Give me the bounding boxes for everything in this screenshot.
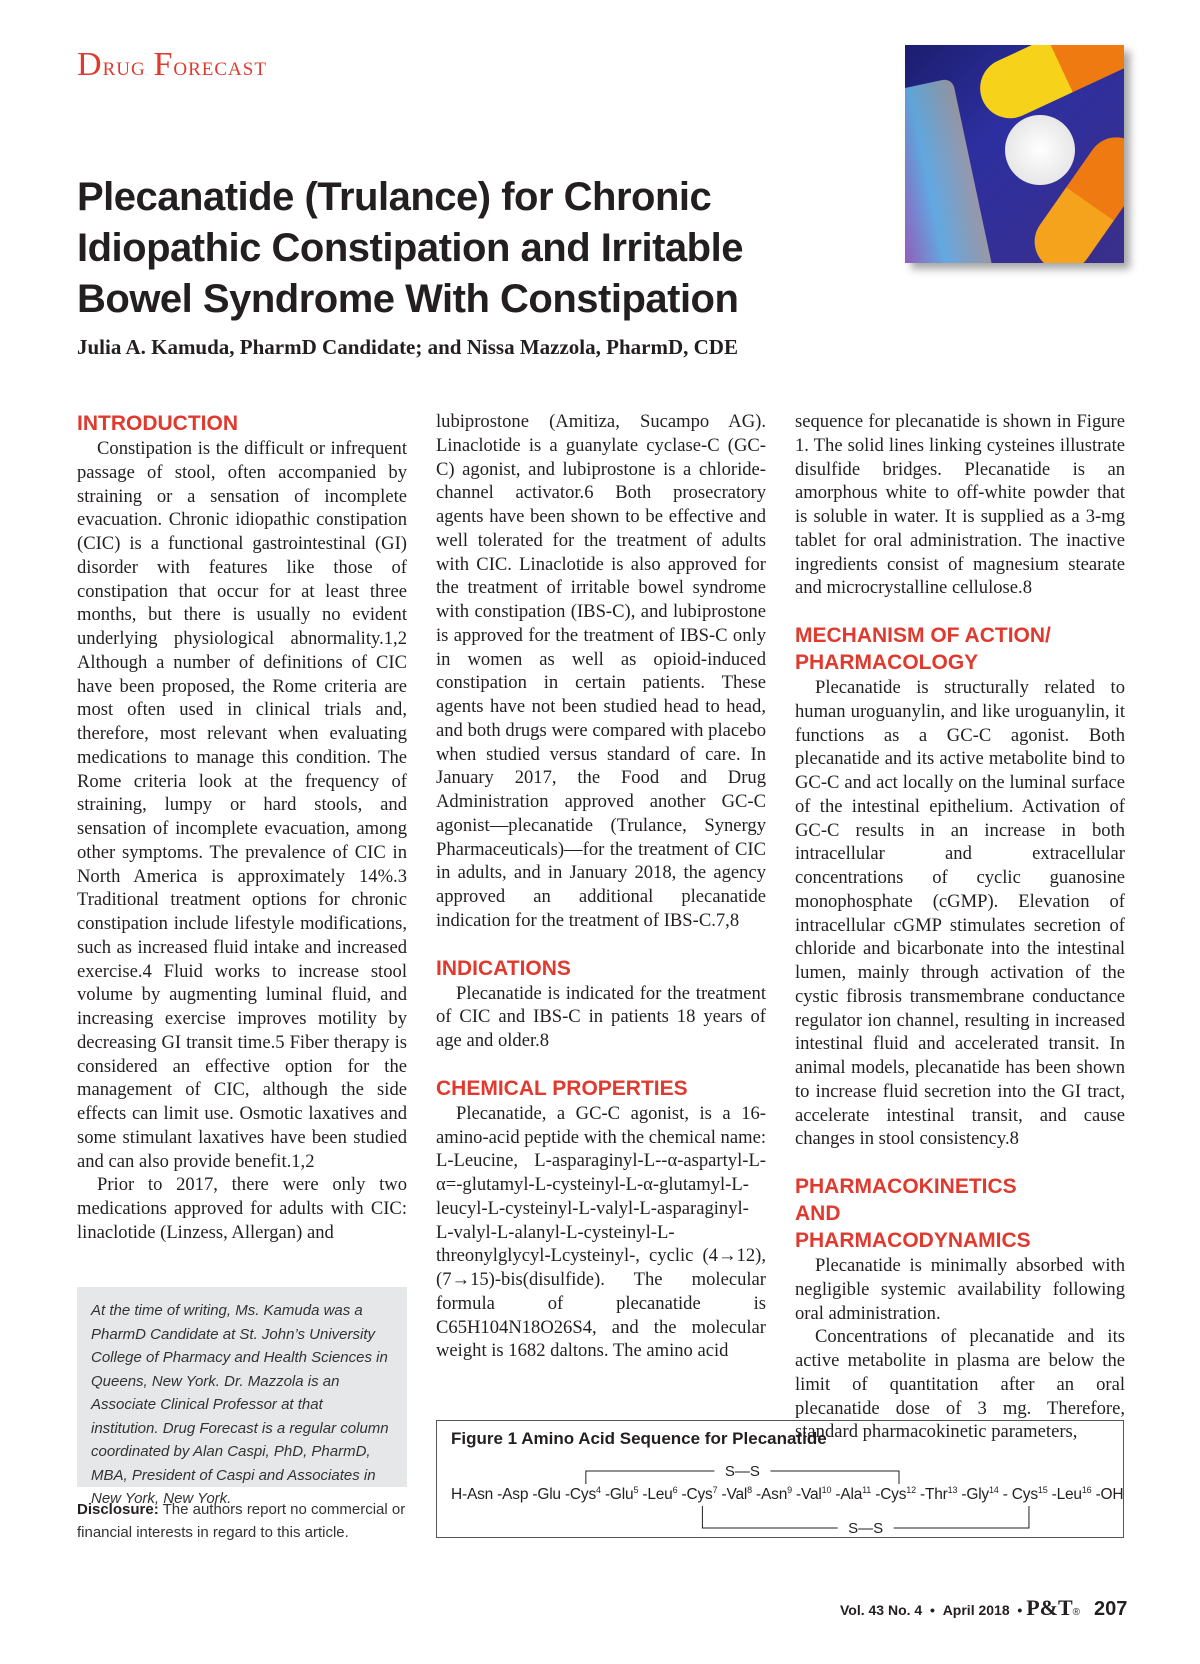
bond-label: S—S (848, 1520, 884, 1537)
pills-photo (905, 45, 1124, 263)
article-title: Plecanatide (Trulance) for Chronic Idiopathic Constipation and Irritable Bowel Syndrome With Constipation (77, 175, 743, 321)
residue: H-Asn (451, 1486, 494, 1504)
author-note: At the time of writing, Ms. Kamuda was a PharmD Candidate at St. John’s University College of Pharmacy and Health Sciences in Queens, New York. Dr. Mazzola is an Associate Clinical Professor at that institution. Drug Forecast is a regular column coordinated by Alan Caspi, PhD, PharmD, MBA, President of Caspi and Associates in New York, New York. (77, 1287, 407, 1487)
heading-chemical-properties: CHEMICAL PROPERTIES (436, 1076, 688, 1100)
page-footer: Vol. 43 No. 4 • April 2018 • P&T® 207 (840, 1595, 1128, 1620)
residue: -Glu$^5$ (600, 1485, 639, 1504)
department-heading: Drug Forecast (77, 46, 267, 83)
paragraph: Concentrations of plecanatide and its active metabolite in plasma are below the limit of quantitation after an oral plecanatide dose of 3 mg. Therefore, standard pharmacokinetic parameters, (795, 1326, 1125, 1443)
journal-logo: P&T (1026, 1595, 1073, 1620)
residue: -Asn$^9$ (751, 1485, 792, 1504)
heading-indications: INDICATIONS (436, 956, 571, 980)
residue: -Glu (528, 1486, 561, 1504)
residue: -Leu$^{16}$ (1047, 1485, 1092, 1504)
residue: -Ala$^{11}$ (831, 1485, 872, 1504)
disulfide-bonds (437, 1421, 1125, 1539)
residue: -Gly$^{14}$ (957, 1485, 999, 1504)
residue: -Val$^8$ (717, 1485, 752, 1504)
amino-acid-sequence (451, 1485, 1123, 1504)
paragraph: Plecanatide is structurally related to human uroguanylin, and like uroguanylin, it functions as a GC-C agonist. Both plecanatide and its active metabolite bind to GC-C and act locally on the luminal surface of the intestinal epithelium. Activation of GC-C results in an increase in both intracellular and extracellular concentrations of cyclic guanosine monophosphate (cGMP). Elevation of intracellular cGMP stimulates secretion of chloride and bicarbonate into the intestinal lumen, mainly through activation of the cystic fibrosis transmembrane conductance regulator ion channel, resulting in increased intestinal fluid and accelerated transit. In animal models, plecanatide has been shown to increase fluid secretion into the GI tract, accelerate intestinal transit, and cause changes in stool consistency.8 (795, 677, 1125, 1150)
heading-pharmacokinetics: PHARMACOKINETICS AND PHARMACODYNAMICS (795, 1175, 1031, 1252)
figure-title: Figure 1 Amino Acid Sequence for Plecanatide (451, 1429, 827, 1448)
column-3 (795, 410, 1125, 1444)
residue: -Cys$^7$ (677, 1485, 718, 1504)
column-1 (77, 410, 407, 1245)
paragraph: Plecanatide is indicated for the treatment of CIC and IBS-C in patients 18 years of age and older.8 (436, 982, 766, 1051)
paragraph: lubiprostone (Amitiza, Sucampo AG). Linaclotide is a guanylate cyclase-C (GC-C) agonist, and lubiprostone is a chloride-channel activator.6 Both prosecratory agents have been shown to be effective and well tolerated for the treatment of adults with CIC. Linaclotide is also approved for the treatment of irritable bowel syndrome with constipation (IBS-C), and lubiprostone is approved for the treatment of IBS-C only in women as well as opioid-induced constipation in certain patients. These agents have not been studied head to head, and both drugs were compared with placebo when studied versus standard of care. In January 2017, the Food and Drug Administration approved another GC-C agonist—plecanatide (Trulance, Synergy Pharmaceuticals)—for the treatment of CIC in adults, and in January 2018, the agency approved an additional plecanatide indication for the treatment of IBS-C.7,8 (436, 411, 766, 931)
residue: -Thr$^{13}$ (915, 1485, 958, 1504)
residue: -Cys$^4$ (560, 1485, 601, 1504)
residue: -Asp (493, 1486, 529, 1504)
residue: - Cys$^{15}$ (998, 1485, 1048, 1504)
disclosure: Disclosure: The authors report no commercial or financial interests in regard to this article. (77, 1501, 406, 1541)
paragraph: Constipation is the difficult or infrequent passage of stool, often accompanied by straining or a sensation of incomplete evacuation. Chronic idiopathic constipation (CIC) is a functional gastrointestinal (GI) disorder with features like those of constipation that occur for at least three months, but there is usually no evident underlying physiological abnormality.1,2 Although a number of definitions of CIC have been proposed, the Rome criteria are most often used in clinical trials and, therefore, most relevant when evaluating medications to manage this condition. The Rome criteria look at the frequency of straining, lumpy or hard stools, and sensation of incomplete evacuation, among other symptoms. The prevalence of CIC in North America is approximately 14%.3 Traditional treatment options for chronic constipation include lifestyle modifications, such as increased fluid intake and increased exercise.4 Fluid works to increase stool volume by augmenting luminal fluid, and increasing exercise improves motility by decreasing GI transit time.5 Fiber therapy is considered an effective option for the management of CIC, although the side effects can limit use. Osmotic laxatives and some stimulant laxatives have been studied and can also provide benefit.1,2 (77, 438, 407, 1172)
residue: -Cys$^{12}$ (871, 1485, 916, 1504)
column-2 (436, 410, 766, 1363)
paragraph: Plecanatide, a GC-C agonist, is a 16-amino-acid peptide with the chemical name: L-Leucine, L-asparaginyl-L--α-aspartyl-L-α=-glutamyl-L-cysteinyl-L-α-glutamyl-L-leucyl-L-cysteinyl-L-valyl-L-asparaginyl-L-valyl-L-alanyl-L-cysteinyl-L-threonylglycyl-Lcysteinyl-, cyclic (4→12),(7→15)-bis(disulfide). The molecular formula of plecanatide is C65H104N18O26S4, and the molecular weight is 1682 daltons. The amino acid (436, 1102, 766, 1362)
residue: -Leu$^6$ (638, 1485, 678, 1504)
figure-1 (436, 1420, 1124, 1538)
residue: -Val$^{10}$ (791, 1485, 832, 1504)
authors: Julia A. Kamuda, PharmD Candidate; and Nissa Mazzola, PharmD, CDE (77, 335, 738, 359)
residue: -OH (1091, 1486, 1124, 1504)
paragraph: Prior to 2017, there were only two medications approved for adults with CIC: linaclotide (Linzess, Allergan) and (77, 1174, 407, 1243)
heading-introduction: INTRODUCTION (77, 412, 238, 435)
page-number: 207 (1094, 1598, 1128, 1620)
paragraph: sequence for plecanatide is shown in Figure 1. The solid lines linking cysteines illustrate disulfide bridges. Plecanatide is an amorphous white to off-white powder that is soluble in water. It is supplied as a 3-mg tablet for oral administration. The inactive ingredients consist of magnesium stearate and microcrystalline cellulose.8 (795, 411, 1125, 599)
paragraph: Plecanatide is minimally absorbed with negligible systemic availability following oral administration. (795, 1255, 1125, 1324)
heading-mechanism: MECHANISM OF ACTION/ PHARMACOLOGY (795, 624, 1051, 674)
bond-label: S—S (724, 1463, 760, 1480)
